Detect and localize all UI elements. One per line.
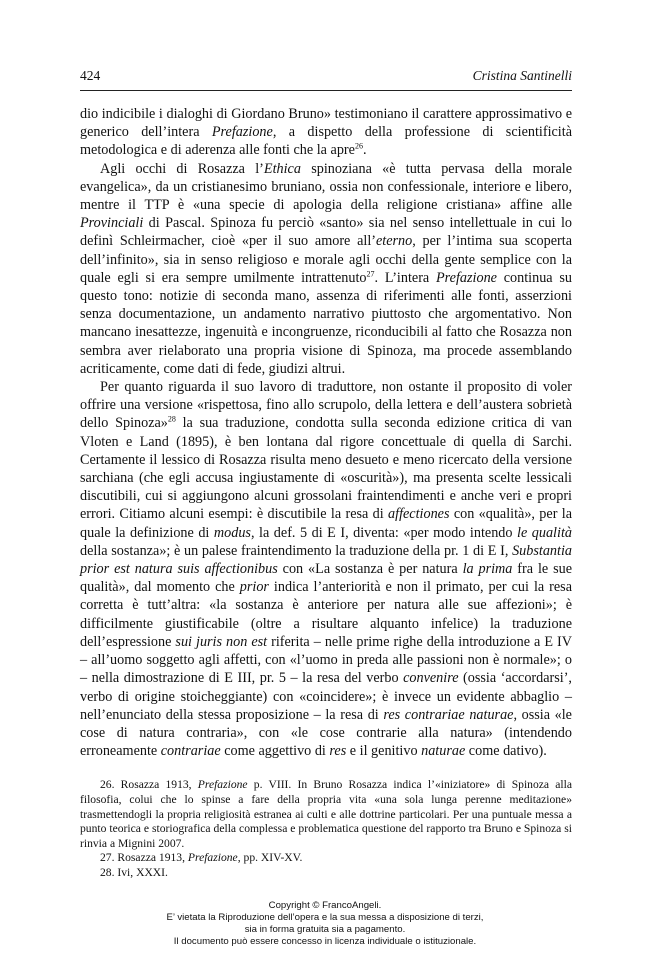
page-number: 424: [80, 68, 101, 83]
footnote: [80, 851, 572, 866]
paragraph: [80, 105, 572, 160]
text-run: della sostanza»; è un palese fraintendimento la traduzione della pr. 1 di E I,: [80, 542, 513, 559]
text-run: come aggettivo di: [220, 743, 330, 760]
italic-text: Prefazione: [436, 269, 497, 286]
italic-text: Substantia prior est natura suis affectionibus: [80, 542, 572, 578]
italic-text: modus: [213, 524, 251, 541]
text-run: , ossia «le cose di natura contraria», con «le cose contrarie alla natura» (intendendo erroneamente: [80, 706, 572, 760]
text-run: 27. Rosazza 1913,: [100, 851, 188, 865]
italic-text: Ethica: [263, 160, 301, 177]
footnote: [80, 866, 572, 881]
text-run: fra le sue qualità», dal momento che: [80, 561, 573, 596]
italic-text: Provinciali: [80, 215, 144, 232]
copyright-line: sia in forma gratuita sia a pagamento.: [244, 924, 406, 935]
italic-text: eterno: [376, 233, 413, 250]
italic-text: res: [329, 743, 347, 760]
copyright-line: E’ vietata la Riproduzione dell’opera e la sua messa a disposizione di terzi,: [166, 912, 484, 923]
text-run: (ossia ‘accordarsi’, verbo di origine stoicheggiante) con «coincidere»; è invece un evidente abbaglio – nell’enunciato della stessa proposizione – la resa di: [80, 670, 572, 723]
text-run: indica l’anteriorità e non il primato, per cui la resa corretta è tutt’altra: «la sostanza è anteriore per natura alle sue affezioni»; è difficilmente giustificabile (oltre a risultare alquanto infelice) la traduzione dell’espressione: [80, 579, 572, 650]
text-run: , la def. 5 di E I, diventa: «per modo intendo: [250, 524, 518, 541]
footnote-ref: 28: [167, 414, 176, 424]
running-head-author: Cristina Santinelli: [472, 68, 572, 83]
footnote-ref: 26: [354, 141, 363, 151]
italic-text: contrariae: [160, 743, 221, 760]
italic-text: le qualità: [517, 524, 572, 541]
paragraph: [80, 378, 572, 760]
italic-text: Prefazione: [211, 124, 273, 141]
italic-text: res contrariae naturae: [383, 706, 514, 723]
italic-text: sui juris non est: [175, 633, 268, 650]
text-run: con «qualità», per la quale la definizione di: [80, 506, 572, 541]
text-run: .: [362, 142, 367, 159]
text-run: 28. Ivi, XXXI.: [100, 865, 168, 879]
text-run: come dativo).: [465, 743, 547, 760]
text-run: la sua traduzione, condotta sulla seconda edizione critica di van Vloten e Land (1895), è ben lontana dal rigore concettuale di quella di Sarchi. Certamente il lessico di Rosazza risulta meno desueto e meno ricercato della versione sarchiana (che egli accusa ingiustamente di «oscurità»), ma presenta scelte lessicali discutibili, cui si aggiungono alcuni grossolani fraintendimenti e anche veri e propri errori. Citiamo alcuni esempi: è discutibile la resa di: [80, 415, 572, 523]
text-run: , per l’intima sua scoperta dell’infinito», sia in senso religioso e morale agli occhi della gente semplice con la quale egli si era sempre umilmente intrattenuto: [80, 233, 572, 286]
footnotes: [80, 778, 572, 880]
text-run: Agli occhi di Rosazza l’: [100, 160, 264, 177]
italic-text: Prefazione: [197, 778, 248, 792]
text-run: continua su questo tono: notizie di seconda mano, assenza di riferimenti alle fonti, asserzioni senza documentazione, un andamento narrativo piuttosto che argomentativo. Non mancano inesattezze, ingenuità e incongruenze, riconducibili al fatto che Rosazza non sembra aver rielaborato una propria visione di Spinoza, ma procede assemblando acriticamente, come dati di fede, giudizi altrui.: [80, 269, 572, 377]
text-run: e il genitivo: [346, 743, 422, 760]
text-run: , a dispetto della professione di scientificità metodologica e di aderenza alle fonti che la apre: [80, 124, 572, 159]
italic-text: la prima: [462, 561, 513, 578]
footnote-ref: 27: [366, 269, 375, 279]
italic-text: naturae: [421, 743, 466, 760]
copyright-notice: [0, 900, 650, 948]
italic-text: convenire: [403, 670, 459, 687]
italic-text: Prefazione: [187, 851, 238, 865]
body-text: [80, 105, 572, 760]
text-run: . L’intera: [374, 269, 437, 286]
text-run: Per quanto riguarda il suo lavoro di traduttore, non ostante il proposito di voler offrire una versione «rispettosa, fino allo scrupolo, della lettera e dell’austera sobrietà dello Spinoza»: [80, 379, 572, 432]
text-run: di Pascal. Spinoza fu perciò «santo» sia nel senso intellettuale in cui lo definì Schleirmacher, cioè «per il suo amore all’: [80, 215, 572, 250]
copyright-line: Il documento può essere concesso in licenza individuale o istituzionale.: [173, 936, 477, 947]
page: [80, 68, 572, 880]
text-run: dio indicibile i dialoghi di Giordano Bruno» testimoniano il carattere approssimativo e generico dell’intera: [80, 106, 572, 141]
text-run: p. VIII. In Bruno Rosazza indica l’«iniziatore» di Spinoza alla filosofia, colui che lo spinse a fare della propria vita «una sola lunga perenne meditazione» trasmettendogli la propria religiosità estranea ai culti e alle dottrine particolari. Per una puntuale messa a punto teorica e storiografica della complessa e problematica questione del rapporto tra Bruno e Spinoza si rinvia a Mignini 2007.: [80, 778, 572, 850]
text-run: riferita – nelle prime righe della introduzione a E IV – all’uomo soggetto agli affetti, con «l’uomo in preda alle passioni non è normale»; o – nella dimostrazione di E III, pr. 5 – la resa del verbo: [80, 633, 572, 687]
text-run: , pp. XIV-XV.: [237, 851, 303, 865]
text-run: 26. Rosazza 1913,: [100, 778, 198, 792]
italic-text: prior: [239, 579, 269, 596]
paragraph: [80, 160, 572, 378]
text-run: spinoziana «è tutta pervasa della morale evangelica», da un cristianesimo bruniano, ossia non confessionale, interiore e libero, mentre il TTP è «una specie di apologia della religione cristiana» affine alle: [80, 160, 572, 214]
running-header: [80, 68, 572, 91]
text-run: con «La sostanza è per natura: [277, 561, 463, 578]
footnote: [80, 778, 572, 851]
italic-text: affectiones: [388, 506, 450, 523]
copyright-line: Copyright © FrancoAngeli.: [268, 900, 382, 911]
